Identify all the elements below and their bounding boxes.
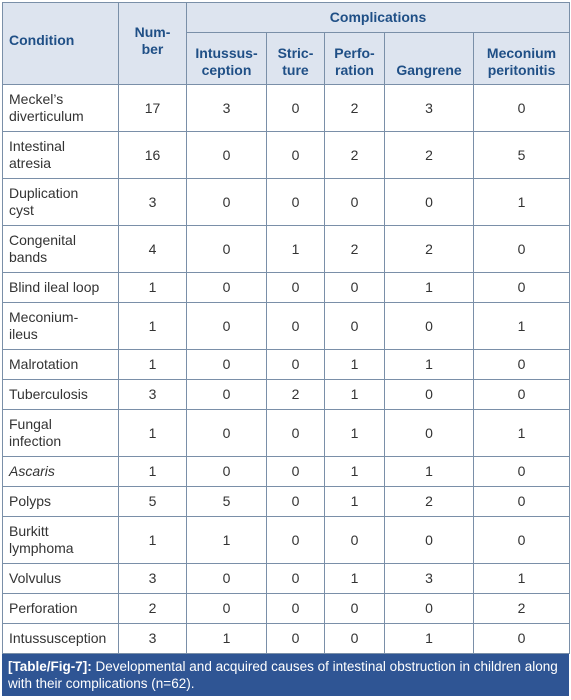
intussusception-cell: 3 (187, 85, 267, 132)
number-cell: 1 (119, 517, 187, 564)
table-row (3, 273, 570, 303)
intussusception-cell: 1 (187, 517, 267, 564)
condition-cell: Intestinal atresia (3, 132, 119, 179)
header-intussusception (187, 33, 267, 85)
condition-cell: Ascaris (3, 457, 119, 487)
gangrene-cell: 2 (385, 487, 474, 517)
intussusception-cell: 0 (187, 350, 267, 380)
meconium-peritonitis-cell: 1 (474, 179, 570, 226)
number-cell: 3 (119, 624, 187, 654)
table-row (3, 517, 570, 564)
number-cell: 1 (119, 410, 187, 457)
meconium-peritonitis-cell: 1 (474, 564, 570, 594)
gangrene-cell: 0 (385, 410, 474, 457)
number-cell: 1 (119, 350, 187, 380)
perforation-cell: 1 (325, 457, 385, 487)
gangrene-cell: 1 (385, 350, 474, 380)
table-row (3, 564, 570, 594)
header-label: Perfo- ration (334, 45, 375, 78)
header-complications: Complications (187, 3, 570, 33)
gangrene-cell: 0 (385, 517, 474, 564)
meconium-peritonitis-cell: 1 (474, 303, 570, 350)
stricture-cell: 0 (267, 594, 325, 624)
table-row (3, 179, 570, 226)
header-label: Meconium peritonitis (486, 45, 557, 78)
number-cell: 16 (119, 132, 187, 179)
gangrene-cell: 1 (385, 457, 474, 487)
meconium-peritonitis-cell: 0 (474, 380, 570, 410)
stricture-cell: 0 (267, 517, 325, 564)
intussusception-cell: 0 (187, 226, 267, 273)
perforation-cell: 0 (325, 179, 385, 226)
condition-cell: Perforation (3, 594, 119, 624)
perforation-cell: 0 (325, 517, 385, 564)
number-cell: 3 (119, 564, 187, 594)
condition-cell: Intussusception (3, 624, 119, 654)
meconium-peritonitis-cell: 5 (474, 132, 570, 179)
table-row (3, 85, 570, 132)
intussusception-cell: 1 (187, 624, 267, 654)
intussusception-cell: 5 (187, 487, 267, 517)
header-number-label: Num- ber (134, 24, 171, 57)
intussusception-cell: 0 (187, 132, 267, 179)
meconium-peritonitis-cell: 0 (474, 273, 570, 303)
number-cell: 3 (119, 380, 187, 410)
condition-cell: Meconium- ileus (3, 303, 119, 350)
intussusception-cell: 0 (187, 457, 267, 487)
complications-table (2, 2, 570, 654)
condition-cell: Polyps (3, 487, 119, 517)
table-row (3, 380, 570, 410)
number-cell: 4 (119, 226, 187, 273)
intussusception-cell: 0 (187, 410, 267, 457)
stricture-cell: 2 (267, 380, 325, 410)
table-row (3, 410, 570, 457)
table-row (3, 457, 570, 487)
stricture-cell: 0 (267, 564, 325, 594)
stricture-cell: 0 (267, 624, 325, 654)
number-cell: 2 (119, 594, 187, 624)
meconium-peritonitis-cell: 0 (474, 85, 570, 132)
perforation-cell: 0 (325, 594, 385, 624)
gangrene-cell: 0 (385, 594, 474, 624)
perforation-cell: 0 (325, 624, 385, 654)
header-label: Stric- ture (277, 45, 314, 78)
intussusception-cell: 0 (187, 179, 267, 226)
meconium-peritonitis-cell: 0 (474, 457, 570, 487)
number-cell: 1 (119, 457, 187, 487)
intussusception-cell: 0 (187, 303, 267, 350)
header-number (119, 3, 187, 85)
condition-cell: Tuberculosis (3, 380, 119, 410)
gangrene-cell: 0 (385, 380, 474, 410)
meconium-peritonitis-cell: 1 (474, 410, 570, 457)
intussusception-cell: 0 (187, 564, 267, 594)
stricture-cell: 0 (267, 132, 325, 179)
header-stricture (267, 33, 325, 85)
meconium-peritonitis-cell: 0 (474, 226, 570, 273)
stricture-cell: 0 (267, 487, 325, 517)
perforation-cell: 1 (325, 487, 385, 517)
perforation-cell: 1 (325, 564, 385, 594)
stricture-cell: 0 (267, 303, 325, 350)
header-label: Intussus- ception (195, 45, 258, 78)
header-label: Gangrene (396, 62, 462, 78)
gangrene-cell: 0 (385, 303, 474, 350)
gangrene-cell: 3 (385, 85, 474, 132)
stricture-cell: 1 (267, 226, 325, 273)
gangrene-cell: 3 (385, 564, 474, 594)
table-row (3, 226, 570, 273)
condition-cell: Malrotation (3, 350, 119, 380)
gangrene-cell: 2 (385, 226, 474, 273)
perforation-cell: 0 (325, 273, 385, 303)
caption-text: Developmental and acquired causes of intestinal obstruction in children along with their complications (n=62). (8, 659, 558, 691)
number-cell: 3 (119, 179, 187, 226)
table-row (3, 624, 570, 654)
condition-cell: Volvulus (3, 564, 119, 594)
intussusception-cell: 0 (187, 273, 267, 303)
gangrene-cell: 0 (385, 179, 474, 226)
perforation-cell: 2 (325, 132, 385, 179)
condition-cell: Meckel’s diverticulum (3, 85, 119, 132)
perforation-cell: 1 (325, 410, 385, 457)
table-body (3, 85, 570, 654)
gangrene-cell: 1 (385, 624, 474, 654)
condition-cell: Congenital bands (3, 226, 119, 273)
number-cell: 1 (119, 273, 187, 303)
perforation-cell: 0 (325, 303, 385, 350)
number-cell: 5 (119, 487, 187, 517)
condition-cell: Duplication cyst (3, 179, 119, 226)
stricture-cell: 0 (267, 350, 325, 380)
header-condition: Condition (3, 3, 119, 85)
table-figure (2, 2, 569, 696)
condition-cell: Burkitt lymphoma (3, 517, 119, 564)
perforation-cell: 1 (325, 350, 385, 380)
gangrene-cell: 1 (385, 273, 474, 303)
perforation-cell: 2 (325, 226, 385, 273)
table-row (3, 594, 570, 624)
intussusception-cell: 0 (187, 594, 267, 624)
meconium-peritonitis-cell: 0 (474, 624, 570, 654)
stricture-cell: 0 (267, 410, 325, 457)
condition-cell: Blind ileal loop (3, 273, 119, 303)
perforation-cell: 2 (325, 85, 385, 132)
stricture-cell: 0 (267, 85, 325, 132)
header-perforation (325, 33, 385, 85)
meconium-peritonitis-cell: 0 (474, 517, 570, 564)
table-row (3, 487, 570, 517)
gangrene-cell: 2 (385, 132, 474, 179)
perforation-cell: 1 (325, 380, 385, 410)
condition-cell: Fungal infection (3, 410, 119, 457)
meconium-peritonitis-cell: 0 (474, 350, 570, 380)
table-row (3, 132, 570, 179)
stricture-cell: 0 (267, 179, 325, 226)
table-caption (2, 654, 569, 696)
header-gangrene (385, 33, 474, 85)
number-cell: 17 (119, 85, 187, 132)
caption-label: [Table/Fig-7]: (8, 659, 92, 674)
header-meconium-peritonitis (474, 33, 570, 85)
meconium-peritonitis-cell: 2 (474, 594, 570, 624)
number-cell: 1 (119, 303, 187, 350)
stricture-cell: 0 (267, 457, 325, 487)
meconium-peritonitis-cell: 0 (474, 487, 570, 517)
table-row (3, 350, 570, 380)
intussusception-cell: 0 (187, 380, 267, 410)
stricture-cell: 0 (267, 273, 325, 303)
table-row (3, 303, 570, 350)
